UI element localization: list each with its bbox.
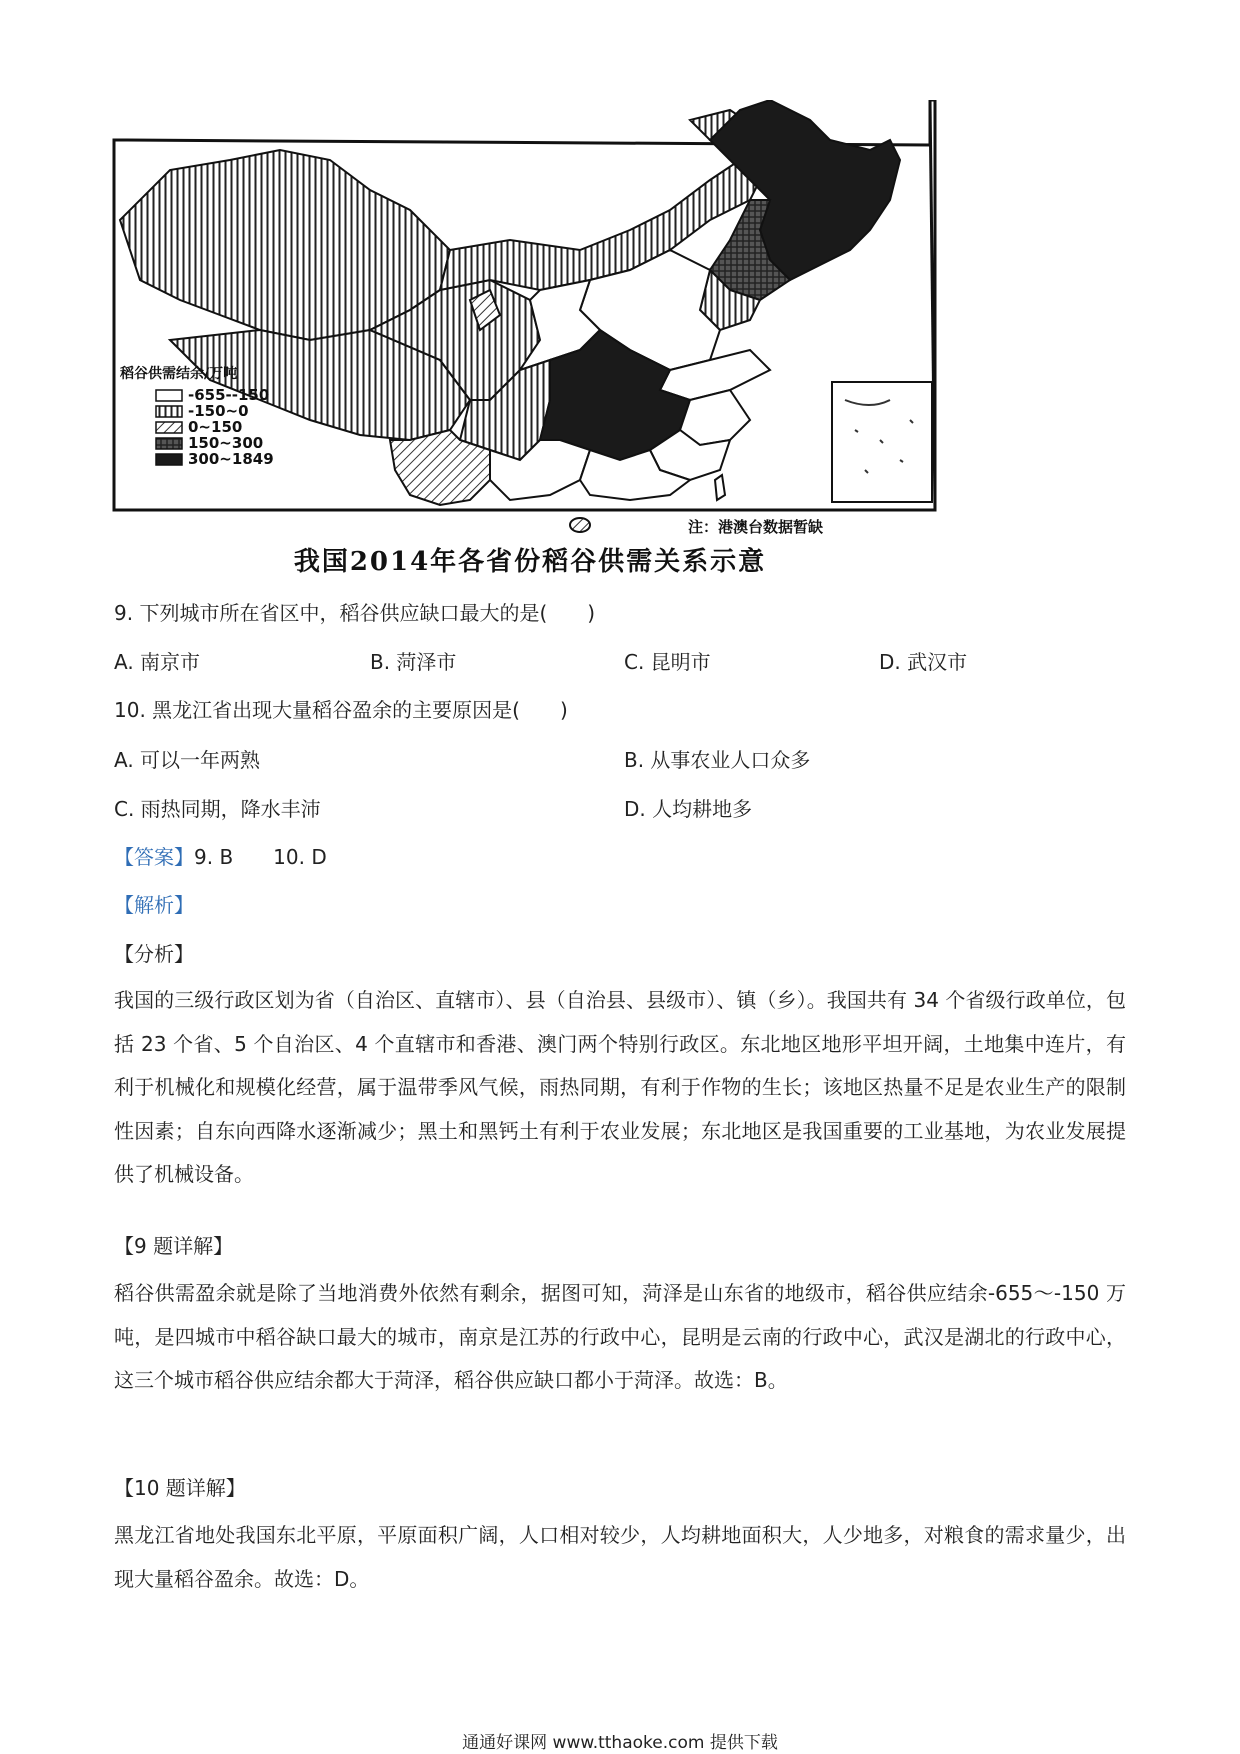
- china-rice-map: [110, 100, 950, 580]
- fenxi-paragraph: 我国的三级行政区划为省（自治区、直辖市）、县（自治县、县级市）、镇（乡）。我国共有 34 个省级行政单位，包括 23 个省、5 个自治区、4 个直辖市和香港、澳门两个特别行政区。东北地区地形平坦开阔，土地集中连片，有利于机械化和规模化经营，属于温带季风气候，雨热同期，有利于作物的生长；该地区热量不足是农业生产的限制性因素；自东向西降水逐渐减少；黑土和黑钙土有利于农业发展；东北地区是我国重要的工业基地，为农业发展提供了机械设备。: [114, 988, 1126, 1187]
- legend-label-1: -655--150: [188, 386, 270, 404]
- legend-label-2: -150~0: [188, 402, 249, 420]
- map-note: 注：港澳台数据暂缺: [688, 518, 824, 536]
- q10-detail-paragraph: 黑龙江省地处我国东北平原，平原面积广阔，人口相对较少，人均耕地面积大，人少地多，对粮食的需求量少，出现大量稻谷盈余。故选：D。: [114, 1523, 1126, 1591]
- answer-tag: 【答案】: [114, 845, 194, 869]
- fenxi-tag: 【分析】: [114, 942, 194, 966]
- q9-option-c: C. 昆明市: [624, 650, 711, 674]
- q10-option-d: D. 人均耕地多: [624, 797, 753, 821]
- q10-option-c: C. 雨热同期，降水丰沛: [114, 797, 321, 821]
- question-9-stem: 9. 下列城市所在省区中，稻谷供应缺口最大的是( ): [114, 601, 596, 625]
- answer-q9: 9. B: [194, 845, 234, 869]
- analysis-tag: 【解析】: [114, 893, 194, 917]
- q10-option-b: B. 从事农业人口众多: [624, 748, 811, 772]
- rice-supply-map-figure: [110, 100, 950, 580]
- q9-option-a: A. 南京市: [114, 650, 201, 674]
- q10-detail-tag: 【10 题详解】: [114, 1476, 246, 1500]
- q9-option-d: D. 武汉市: [879, 650, 968, 674]
- q9-detail-paragraph: 稻谷供需盈余就是除了当地消费外依然有剩余，据图可知，菏泽是山东省的地级市，稻谷供应结余-655～-150 万吨，是四城市中稻谷缺口最大的城市，南京是江苏的行政中心，昆明是云南的行政中心，武汉是湖北的行政中心，这三个城市稻谷供应结余都大于菏泽，稻谷供应缺口都小于菏泽。故选：B。: [114, 1281, 1126, 1393]
- legend-label-5: 300~1849: [188, 450, 274, 468]
- legend-label-4: 150~300: [188, 434, 264, 452]
- region-taiwan: [715, 475, 725, 500]
- legend-label-3: 0~150: [188, 418, 243, 436]
- footer-watermark[interactable]: 通通好课网 www.tthaoke.com 提供下载: [462, 1733, 778, 1753]
- question-10-stem: 10. 黑龙江省出现大量稻谷盈余的主要原因是( ): [114, 698, 568, 722]
- q10-option-a: A. 可以一年两熟: [114, 748, 261, 772]
- answer-q10: 10. D: [273, 845, 327, 869]
- region-hainan: [570, 518, 590, 532]
- answer-line: [114, 841, 327, 870]
- region-xinjiang: [120, 150, 450, 340]
- q9-option-b: B. 菏泽市: [370, 650, 457, 674]
- legend-title: 稻谷供需结余/万吨: [120, 366, 238, 382]
- q9-detail-tag: 【9 题详解】: [114, 1234, 234, 1258]
- map-caption: 我国2014年各省份稻谷供需关系示意: [293, 547, 767, 577]
